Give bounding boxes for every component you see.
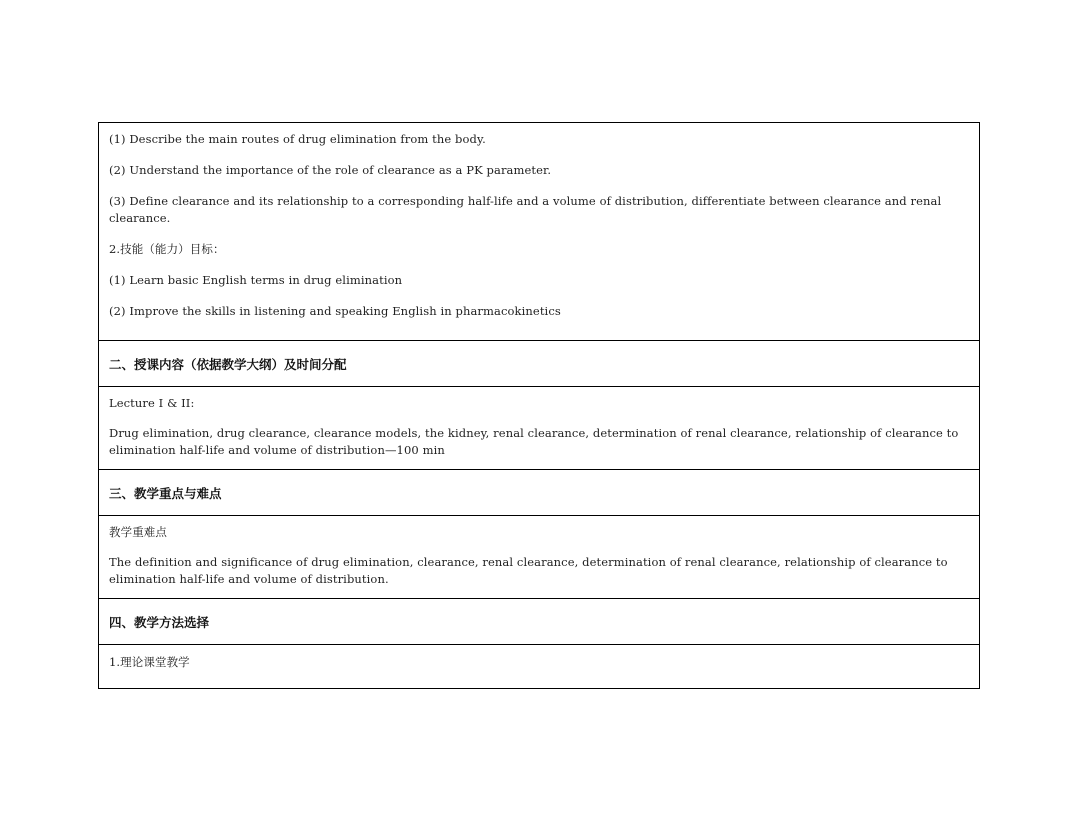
skill-2: (2) Improve the skills in listening and speaking English in pharmacokinetics xyxy=(109,304,561,318)
section3-header-row xyxy=(99,469,979,515)
syllabus-table xyxy=(98,122,980,689)
section4-body-cell xyxy=(99,645,979,688)
section2-heading: 二、授课内容（依据教学大纲）及时间分配 xyxy=(109,356,347,372)
lecture-label: Lecture I & II: xyxy=(109,396,195,410)
section2-header-row xyxy=(99,340,979,386)
keypoints-content: The definition and significance of drug elimination, clearance, renal clearance, determination of renal clearance, relationship of clearance to elimination half-life and volume of distribution. xyxy=(109,555,948,586)
section4-body-row xyxy=(99,644,979,688)
section2-body-row xyxy=(99,386,979,469)
section3-body-cell xyxy=(99,516,979,598)
objective-1: (1) Describe the main routes of drug elimination from the body. xyxy=(109,132,486,146)
skills-goal-heading: 2.技能（能力）目标： xyxy=(109,242,225,256)
section3-header-cell xyxy=(99,470,979,515)
section3-body-row xyxy=(99,515,979,598)
objectives-cell xyxy=(99,123,979,340)
section4-header-cell xyxy=(99,599,979,644)
section2-header-cell xyxy=(99,341,979,386)
keypoints-label: 教学重难点 xyxy=(109,525,167,539)
section4-heading: 四、教学方法选择 xyxy=(109,614,210,630)
objective-3: (3) Define clearance and its relationship to a corresponding half-life and a volume of distribution, differentiate between clearance and renal clearance. xyxy=(109,194,942,225)
lecture-content: Drug elimination, drug clearance, clearance models, the kidney, renal clearance, determination of renal clearance, relationship of clearance to elimination half-life and volume of distribution—100 min xyxy=(109,426,959,457)
section4-header-row xyxy=(99,598,979,644)
objectives-section xyxy=(99,123,979,340)
objective-2: (2) Understand the importance of the role of clearance as a PK parameter. xyxy=(109,163,552,177)
section3-heading: 三、教学重点与难点 xyxy=(109,485,222,501)
skill-1: (1) Learn basic English terms in drug elimination xyxy=(109,273,403,287)
section2-body-cell xyxy=(99,387,979,469)
method-1: 1.理论课堂教学 xyxy=(109,655,190,669)
